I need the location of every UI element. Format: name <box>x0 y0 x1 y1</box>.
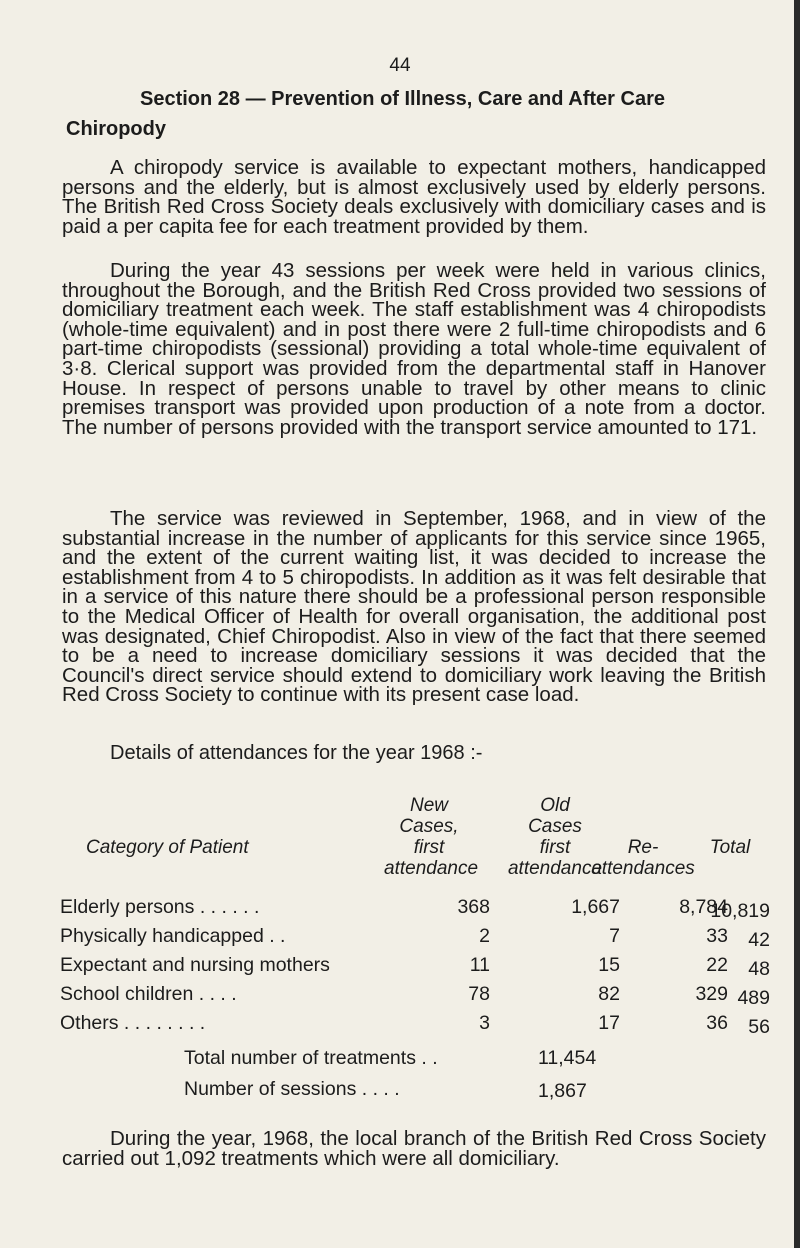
paragraph-service-review: The service was reviewed in September, 1968, and in view of the substantial increase in the number of applicants for this service since 1965, and the extent of the current waiting list, it was decided to increase the establishment from 4 to 5 chiropodists. In addition as it was felt desirable that in a service of this nature there should be a professional person responsible to the Medical Officer of Health for overall organisation, the additional post was designated, Chief Chiropodist. Also in view of the fact that there seemed to be a need to increase domiciliary sessions it was decided that the Council's direct service should extend to domiciliary work leaving the British Red Cross Society to continue with its present case load. <box>62 507 766 707</box>
header-category: Category of Patient <box>86 837 249 858</box>
header-total: Total <box>709 837 751 858</box>
header-text: Old <box>540 795 570 816</box>
cell-new: 78 <box>468 983 490 1005</box>
header-text: New <box>409 795 448 816</box>
header-text: Cases <box>528 816 582 837</box>
header-text: attendance <box>384 858 479 879</box>
header-text: first <box>539 837 571 858</box>
cell-old: 15 <box>598 954 620 976</box>
cell-re: 329 <box>695 983 728 1005</box>
sub-heading-chiropody: Chiropody <box>66 118 166 140</box>
cell-total: 10,819 <box>710 900 770 922</box>
row-label: Expectant and nursing mothers <box>60 954 330 976</box>
page-edge-shadow <box>794 0 800 1248</box>
header-text: Re- <box>627 837 659 858</box>
row-label: Physically handicapped . . <box>60 925 286 947</box>
cell-re: 33 <box>706 925 728 947</box>
table-row <box>60 1012 770 1038</box>
paragraph-red-cross-treatments: During the year, 1968, the local branch of the British Red Cross Society carried out 1,092 treatments which were all domiciliary. <box>62 1127 766 1170</box>
row-label: Elderly persons . . . . . . <box>60 896 260 918</box>
cell-total: 48 <box>748 958 770 980</box>
header-text: first <box>413 837 445 858</box>
sessions-label: Number of sessions . . . . <box>184 1078 400 1100</box>
cell-new: 2 <box>479 925 490 947</box>
details-heading: Details of attendances for the year 1968 :- <box>110 742 483 764</box>
cell-total: 56 <box>748 1016 770 1038</box>
row-label: School children . . . . <box>60 983 237 1005</box>
paragraph-sessions-staffing: During the year 43 sessions per week were held in various clinics, throughout the Borough, and the British Red Cross provided two sessions of domiciliary treatment each week. The staff establishment was 4 chiropodists (whole-time equivalent) and in post there were 2 full-time chiropodists and 6 part-time chiropodists (sessional) providing a total whole-time equivalent of 3·8. Clerical support was provided from the departmental staff in Hanover House. In respect of persons unable to travel by other means to clinic premises transport was provided upon production of a note from a doctor. The number of persons provided with the transport service amounted to 171. <box>62 259 766 439</box>
cell-old: 17 <box>598 1012 620 1034</box>
cell-re: 22 <box>706 954 728 976</box>
table-row <box>60 896 770 922</box>
paragraph-service-availability: A chiropody service is available to expectant mothers, handicapped persons and the elderly, but is almost exclusively used by elderly persons. The British Red Cross Society deals exclusively with domiciliary cases and is paid a per capita fee for each treatment provided by them. <box>62 156 766 238</box>
cell-new: 3 <box>479 1012 490 1034</box>
cell-re: 8,784 <box>679 896 728 918</box>
cell-old: 7 <box>609 925 620 947</box>
cell-old: 1,667 <box>571 896 620 918</box>
header-text: attendance <box>507 858 603 879</box>
header-text: Cases, <box>399 816 459 837</box>
header-re-attendances <box>588 837 698 879</box>
section-title: Section 28 — Prevention of Illness, Care and After Care <box>140 88 665 110</box>
cell-total: 489 <box>737 987 770 1009</box>
row-label: Others . . . . . . . . <box>60 1012 206 1034</box>
header-text: attendances <box>591 858 695 879</box>
table-row <box>60 954 770 980</box>
cell-new: 368 <box>457 896 490 918</box>
cell-old: 82 <box>598 983 620 1005</box>
cell-new: 11 <box>469 954 490 976</box>
total-treatments-value: 11,454 <box>538 1047 597 1069</box>
cell-total: 42 <box>748 929 770 951</box>
cell-re: 36 <box>706 1012 728 1034</box>
table-row <box>60 983 770 1009</box>
sessions-value: 1,867 <box>538 1080 587 1102</box>
header-new-cases <box>384 795 479 879</box>
total-treatments-label: Total number of treatments . . <box>184 1047 438 1069</box>
table-row <box>60 925 770 951</box>
page-number: 44 <box>389 55 411 76</box>
